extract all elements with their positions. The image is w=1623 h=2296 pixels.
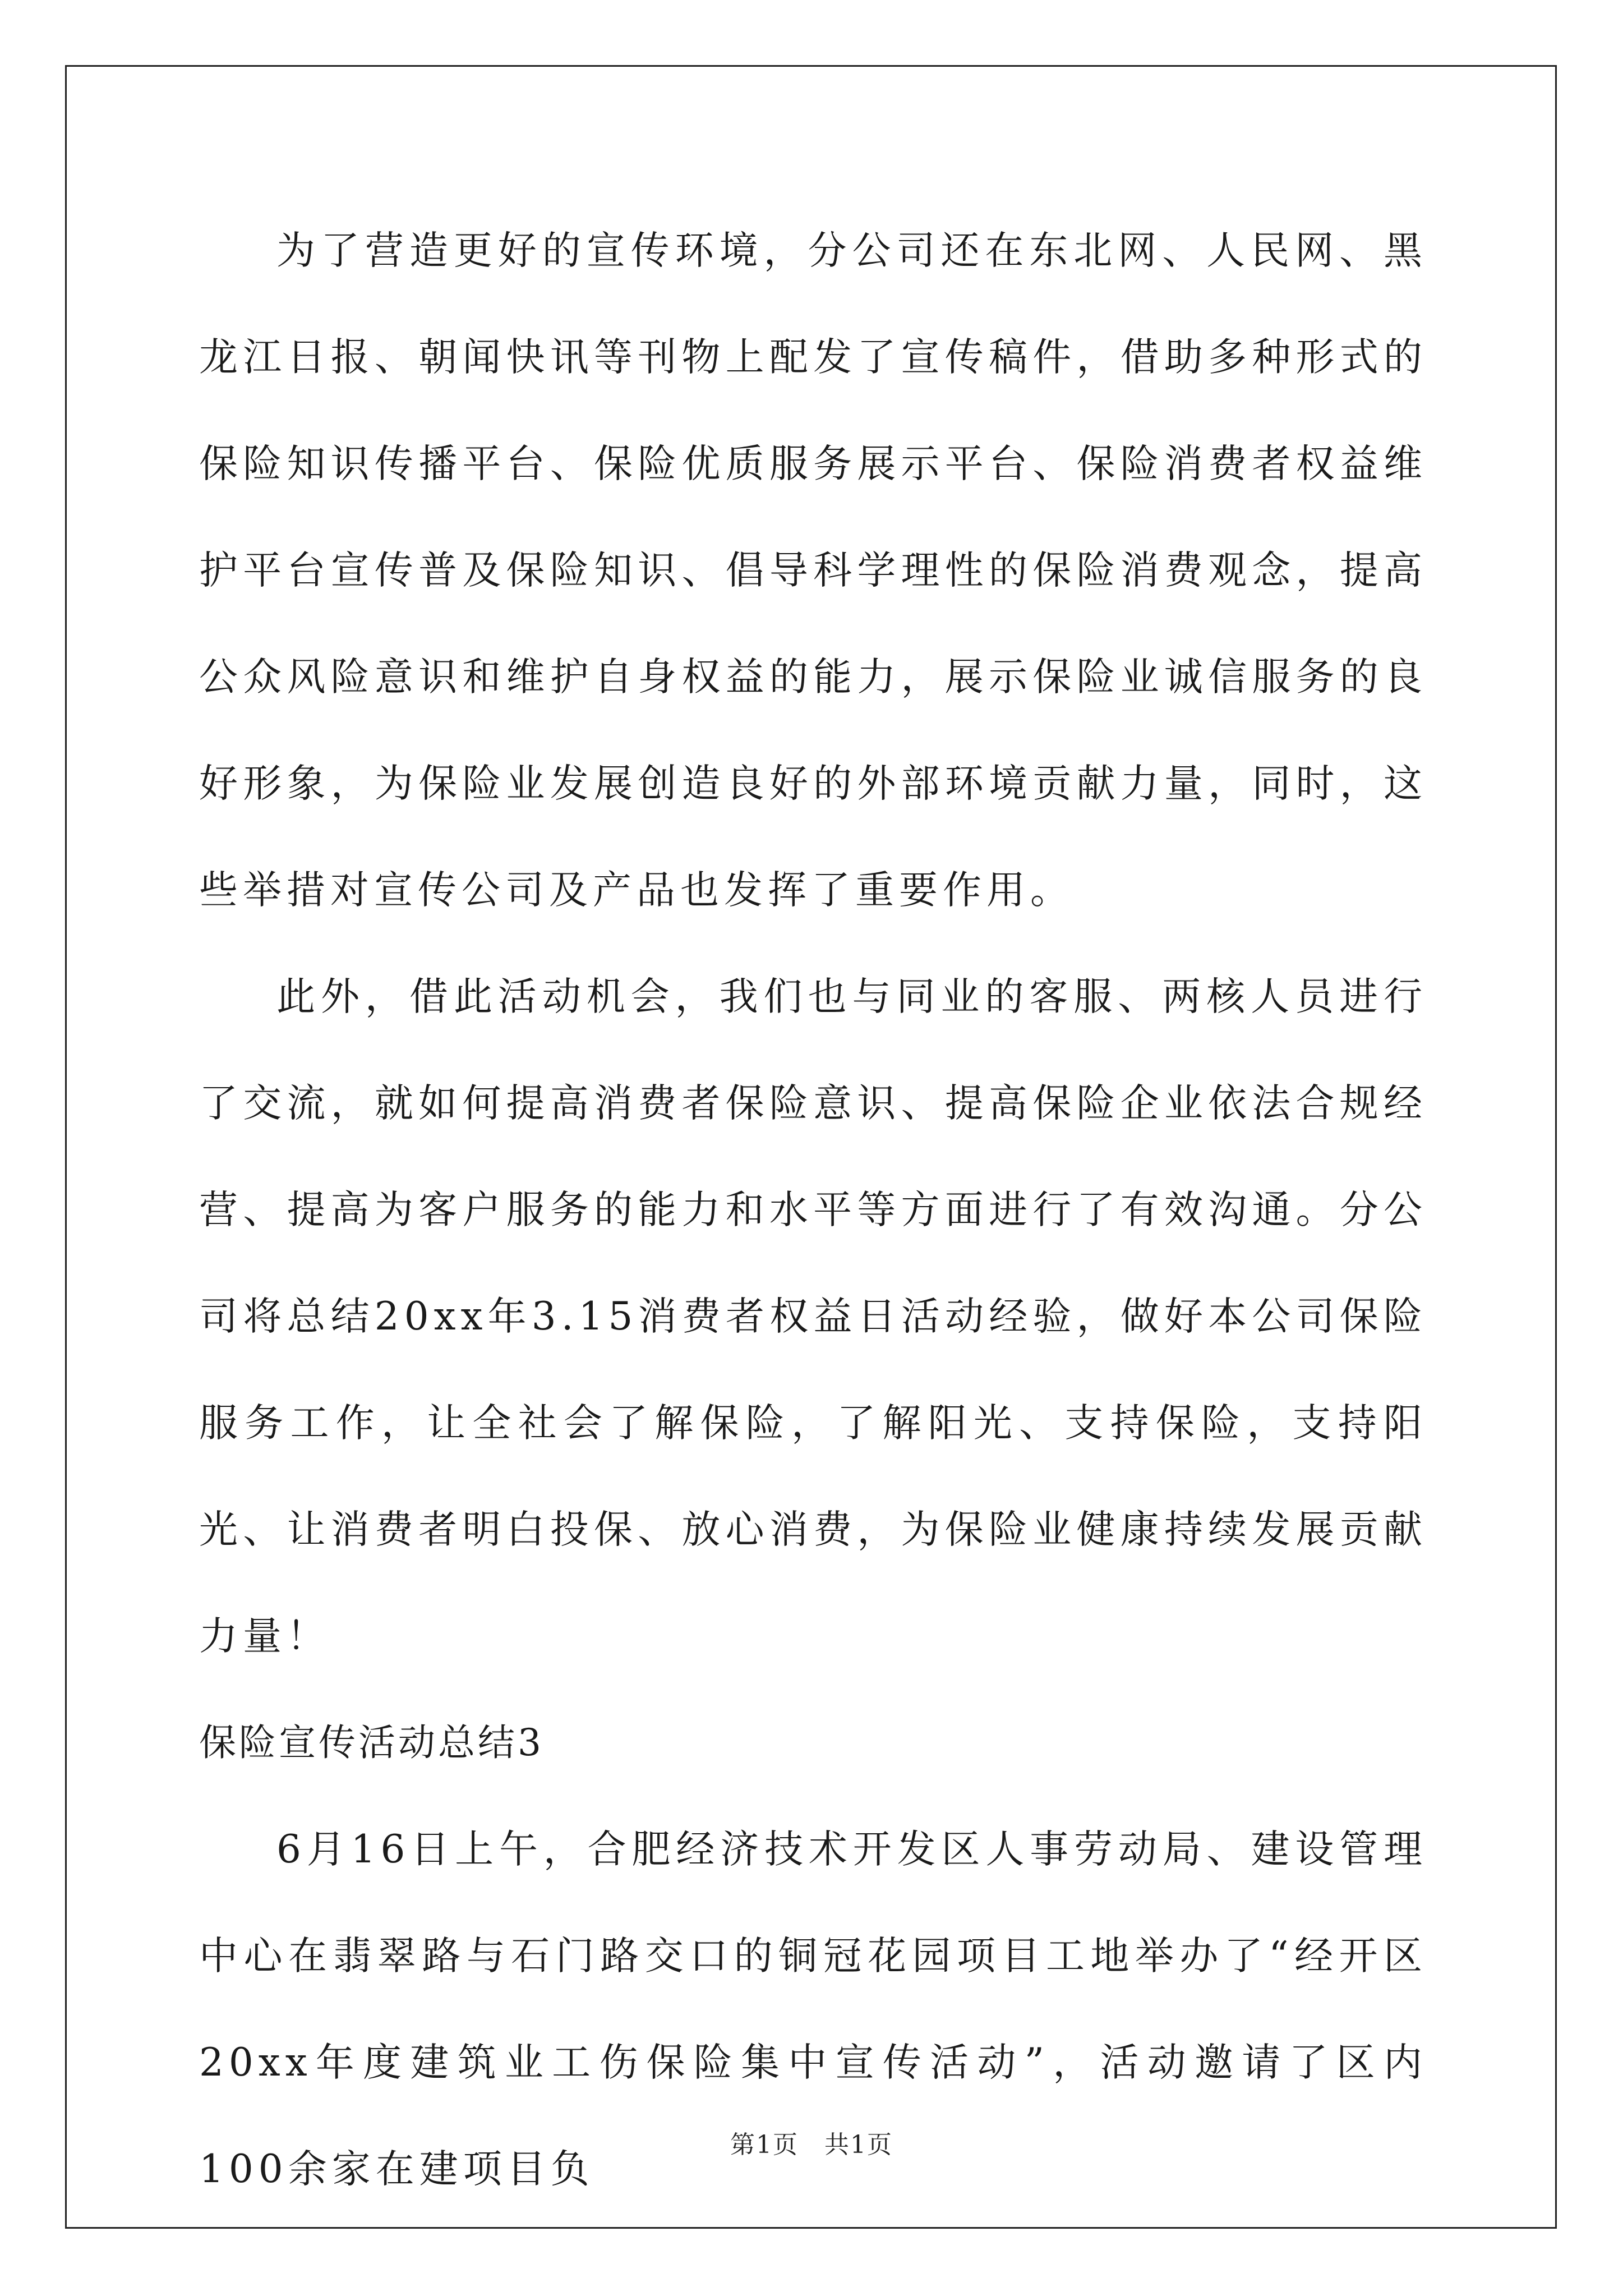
paragraph-industry-exchange: 此外，借此活动机会，我们也与同业的客服、两核人员进行了交流，就如何提高消费者保险意识、提高保险企业依法合规经营、提高为客户服务的能力和水平等方面进行了有效沟通。分公司将总结20xx年3.15消费者权益日活动经验，做好本公司保险服务工作，让全社会了解保险，了解阳光、支持保险，支持阳光、让消费者明白投保、放心消费，为保险业健康持续发展贡献力量！	[199, 974, 1427, 1659]
paragraph-event-description: 6月16日上午，合肥经济技术开发区人事劳动局、建设管理中心在翡翠路与石门路交口的铜冠花园项目工地举办了“经开区20xx年度建筑业工伤保险集中宣传活动”，活动邀请了区内100余家在建项目负	[199, 1827, 1427, 2192]
document-body	[199, 197, 1427, 2223]
section-heading: 保险宣传活动总结3	[199, 1721, 544, 1764]
page-number-footer: 第1页 共1页	[730, 2131, 893, 2159]
paragraph-publicity-environment: 为了营造更好的宣传环境，分公司还在东北网、人民网、黑龙江日报、朝闻快讯等刊物上配发了宣传稿件，借助多种形式的保险知识传播平台、保险优质服务展示平台、保险消费者权益维护平台宣传普及保险知识、倡导科学理性的保险消费观念，提高公众风险意识和维护自身权益的能力，展示保险业诚信服务的良好形象，为保险业发展创造良好的外部环境贡献力量，同时，这些举措对宣传公司及产品也发挥了重要作用。	[199, 228, 1427, 913]
